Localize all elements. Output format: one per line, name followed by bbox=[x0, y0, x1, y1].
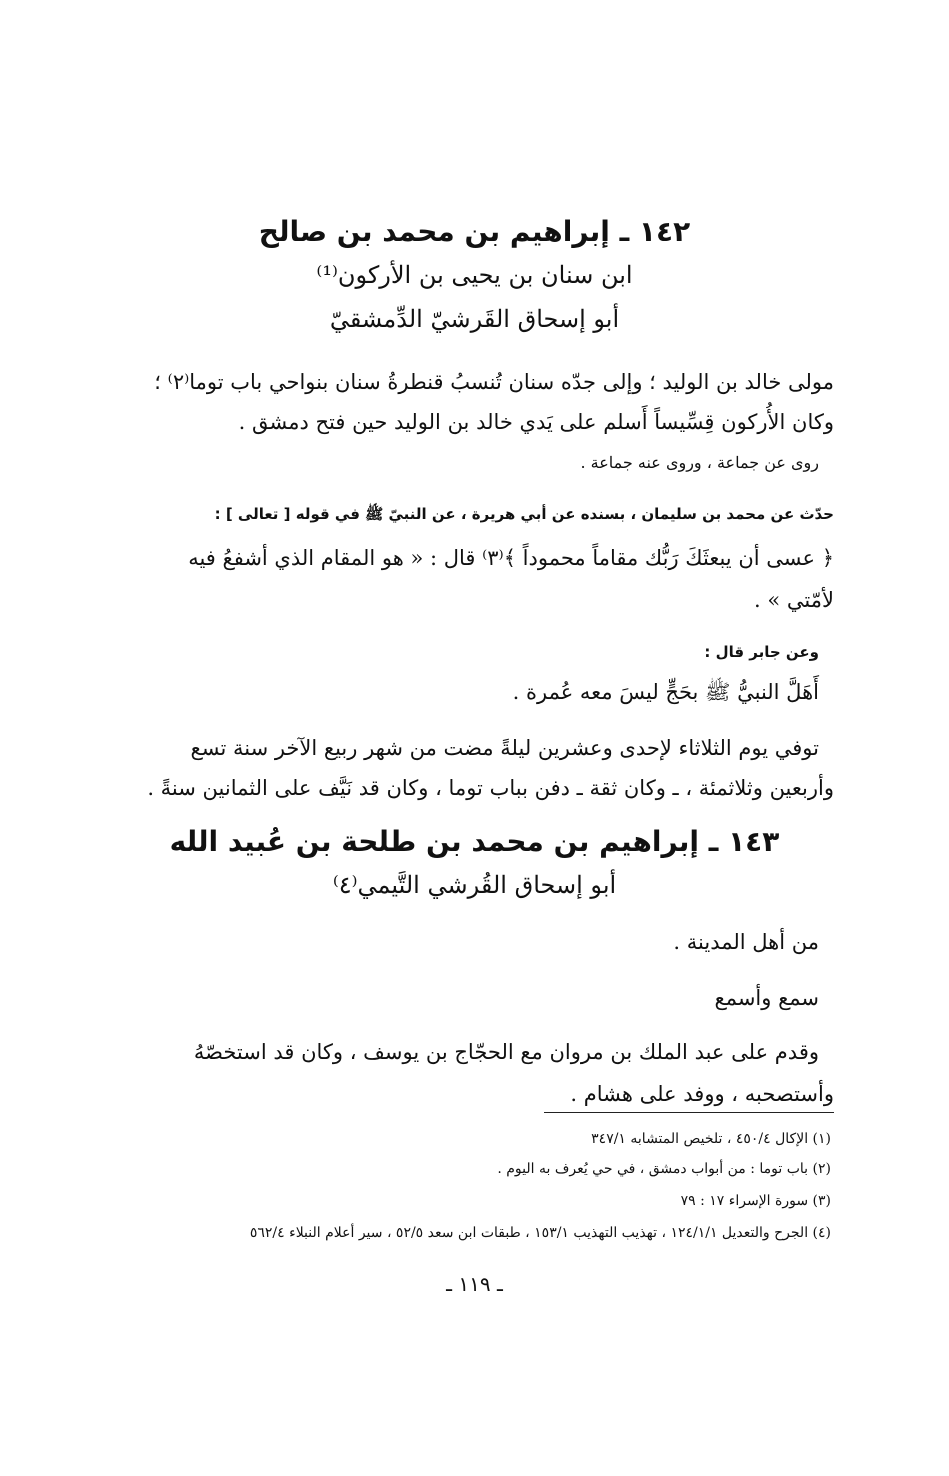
entry-142-jabir-intro: وعن جابر قال : bbox=[704, 643, 819, 661]
footnote-4: (٤) الجرح والتعديل ١٢٤/١/١ ، تهذيب التهذيب ١٥٣/١ ، طبقات ابن سعد ٥٢/٥ ، سير أعلام النبلاء ٥٦٢/٤ bbox=[249, 1225, 831, 1241]
entry-142-heading: ١٤٢ ـ إبراهيم بن محمد بن صالح bbox=[258, 215, 691, 248]
entry-142-jabir-text: أَهَلَّ النبيُّ ﷺ بحَجٍّ ليسَ معه عُمرة . bbox=[512, 680, 819, 704]
entry-143-origin: من أهل المدينة . bbox=[673, 930, 819, 954]
entry-142-death-line2: وأربعين وثلاثمئة ، ـ وكان ثقة ـ دفن بباب توما ، وكان قد نَيَّف على الثمانين سنةً . bbox=[147, 776, 834, 800]
entry-143-kunya: أبو إسحاق القُرشي التَّيمي⁽٤⁾ bbox=[332, 871, 617, 899]
entry-142-lineage: ابن سنان بن يحيى بن الأركون⁽¹⁾ bbox=[316, 261, 633, 289]
entry-142-hadith-line2: لأمّتي » . bbox=[754, 588, 834, 612]
page-number: ـ ١١٩ ـ bbox=[446, 1272, 503, 1296]
footnote-3: (٣) سورة الإسراء ١٧ : ٧٩ bbox=[680, 1193, 831, 1209]
entry-142-death-line1: توفي يوم الثلاثاء لإحدى وعشرين ليلةً مضت من شهر ربيع الآخر سنة تسع bbox=[190, 736, 819, 760]
entry-142-para1-line2: وكان الأُركون قِسِّيساً أَسلم على يَدي خالد بن الوليد حين فتح دمشق . bbox=[238, 410, 834, 434]
entry-143-heading: ١٤٣ ـ إبراهيم بن محمد بن طلحة بن عُبيد الله bbox=[169, 825, 780, 858]
entry-142-hadith-intro: حدّث عن محمد بن سليمان ، بسنده عن أبي هريرة ، عن النبيّ ﷺ في قوله [ تعالى ] : bbox=[214, 505, 834, 523]
entry-143-para-line2: وأستصحبه ، ووفد على هشام . bbox=[570, 1082, 834, 1106]
entry-142-para1-line1: مولى خالد بن الوليد ؛ وإلى جدّه سنان تُنسبُ قنطرةُ سنان بنواحي باب توما⁽٢⁾ ؛ bbox=[154, 370, 834, 394]
entry-142-hadith-line1: ﴿ عسى أن يبعثَكَ رَبُّك مقاماً محموداً ﴾⁽٣⁾ قال : « هو المقام الذي أشفعُ فيه bbox=[188, 546, 834, 570]
entry-143-heard: سمع وأسمع bbox=[714, 986, 819, 1010]
footnote-separator bbox=[544, 1112, 834, 1113]
footnote-1: (١) الإكال ٤٥٠/٤ ، تلخيص المتشابه ٣٤٧/١ bbox=[591, 1131, 831, 1147]
entry-142-narration: روى عن جماعة ، وروى عنه جماعة . bbox=[580, 453, 819, 472]
entry-142-kunya: أبو إسحاق القَرشيّ الدِّمشقيّ bbox=[329, 305, 620, 333]
entry-143-para-line1: وقدم على عبد الملك بن مروان مع الحجّاج بن يوسف ، وكان قد استخصّهُ bbox=[193, 1040, 819, 1064]
footnote-2: (٢) باب توما : من أبواب دمشق ، في حي يُعرف به اليوم . bbox=[497, 1161, 831, 1177]
